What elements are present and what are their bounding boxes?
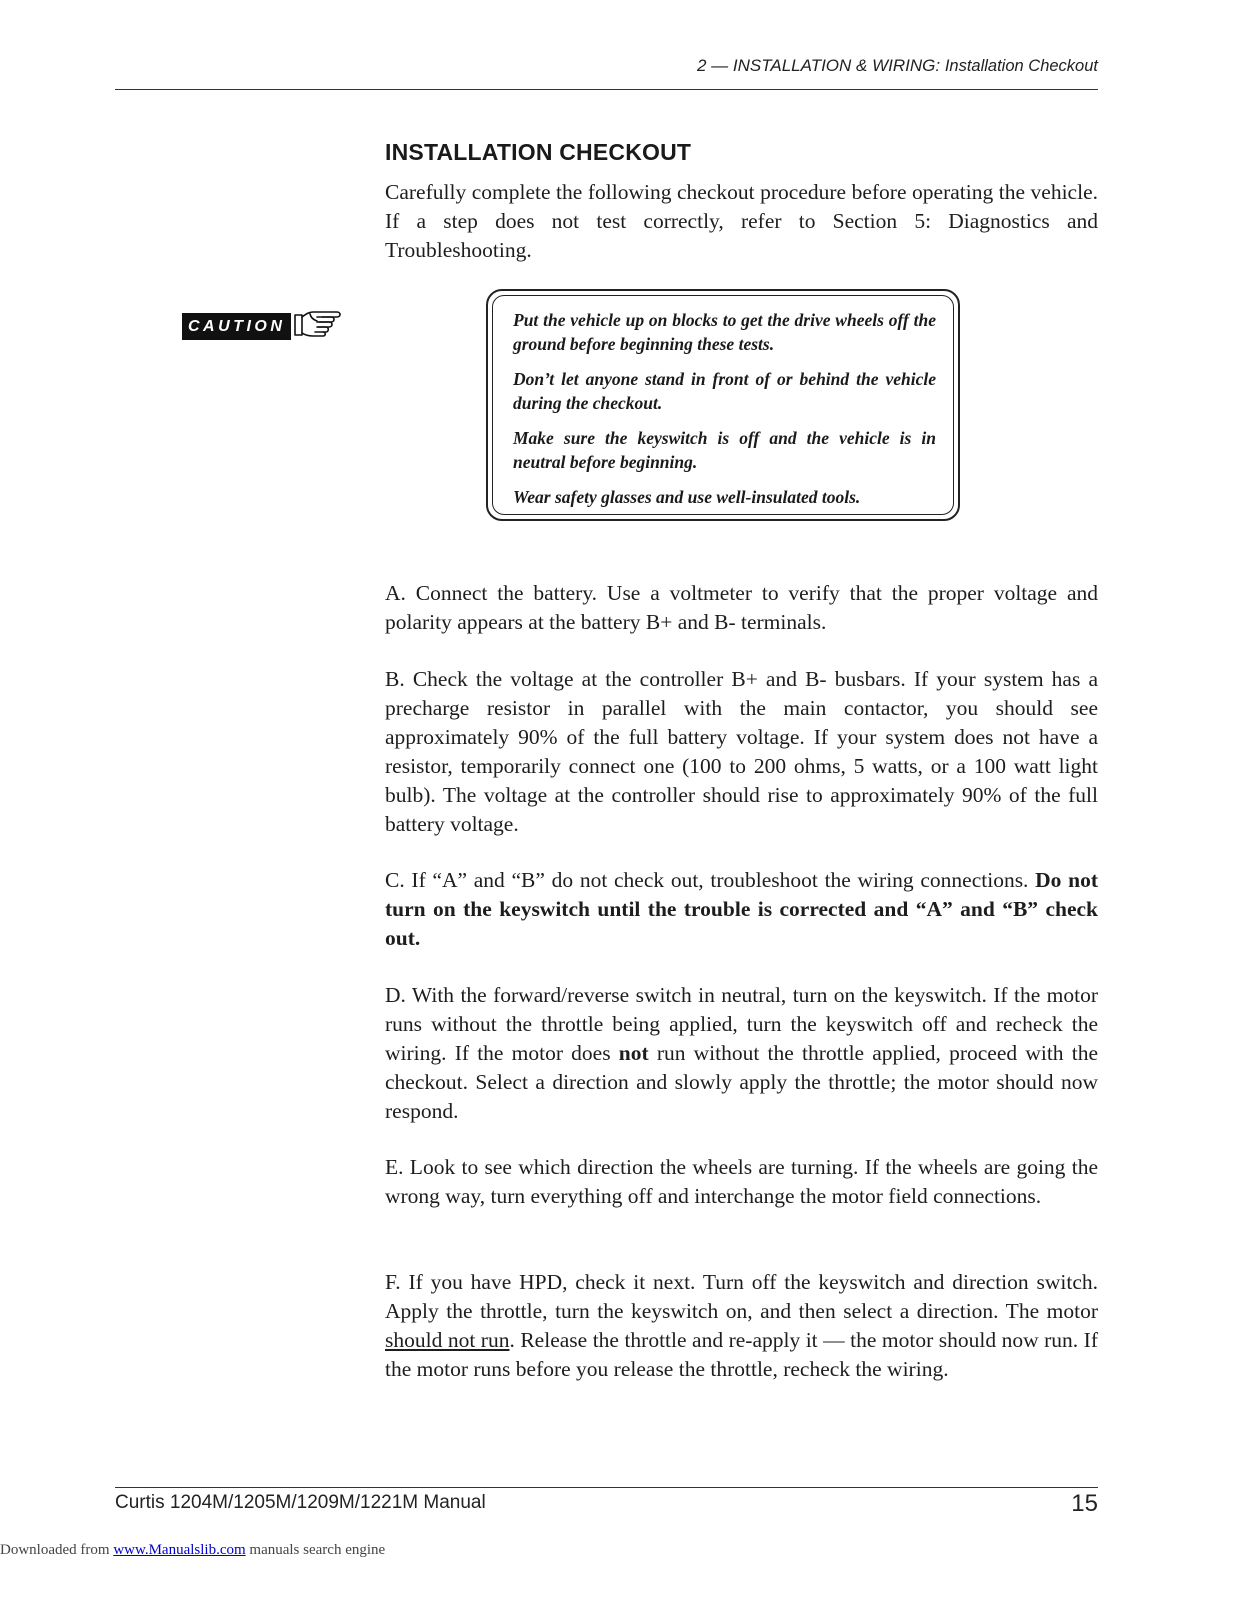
footer-manual-title: Curtis 1204M/1205M/1209M/1221M Manual [115,1492,486,1513]
pointing-hand-icon [293,307,345,346]
running-header [697,56,1098,76]
download-note-prefix: Downloaded from [0,1542,114,1558]
caution-badge [182,307,345,346]
step-b [385,665,1098,839]
step-a-text: A. Connect the battery. Use a voltmeter to verify that the proper voltage and polarity appears at the battery B+ and B- terminals. [385,581,1098,634]
caution-line: Make sure the keyswitch is off and the vehicle is in neutral before beginning. [513,428,936,472]
step-f-text-start: F. If you have HPD, check it next. Turn off the keyswitch and direction switch. Apply the throttle, turn the keyswitch on, and then select a direction. The motor [385,1270,1098,1323]
step-f [385,1268,1098,1384]
step-d [385,981,1098,1126]
footer-divider [115,1487,1098,1488]
chapter-label: 2 — INSTALLATION & WIRING: [697,56,941,75]
intro-paragraph: Carefully complete the following checkout procedure before operating the vehicle. If a step does not test correctly, refer to Section 5: Diagnostics and Troubleshooting. [385,180,1098,262]
step-d-emphasis: not [618,1041,649,1065]
caution-label: CAUTION [182,313,291,340]
subsection-label: Installation Checkout [944,57,1098,75]
caution-line: Wear safety glasses and use well-insulated tools. [513,487,861,507]
step-a [385,579,1098,637]
step-c-text: C. If “A” and “B” do not check out, troubleshoot the wiring connections. [385,868,1036,892]
step-f-paragraph [385,1268,1098,1384]
caution-box [486,289,960,521]
step-d-text-end: run without the throttle applied, proceed with the checkout. Select a direction and slowly apply the throttle; the motor should now respond. [385,1041,1098,1123]
manualslib-link[interactable]: www.Manualslib.com [113,1542,246,1558]
download-note-suffix: manuals search engine [245,1542,386,1558]
caution-box-inner [492,295,954,515]
caution-line: Put the vehicle up on blocks to get the drive wheels off the ground before beginning these tests. [513,310,936,354]
header-divider [115,89,1098,90]
section-title: INSTALLATION CHECKOUT [385,139,692,165]
step-c-paragraph [385,866,1098,953]
page-number: 15 [1071,1490,1098,1517]
step-d-paragraph [385,981,1098,1126]
step-d-text-start: D. With the forward/reverse switch in neutral, turn on the keyswitch. If the motor runs without the throttle being applied, turn the keyswitch off and recheck the wiring. If the motor does [385,983,1098,1065]
step-f-text-end: . Release the throttle and re-apply it — the motor should now run. If the motor runs before you release the throttle, recheck the wiring. [385,1328,1098,1381]
download-note [0,1542,385,1559]
step-c-warning: Do not turn on the keyswitch until the trouble is corrected and “A” and “B” check out. [385,868,1098,950]
step-c [385,866,1098,953]
step-b-text: B. Check the voltage at the controller B+ and B- busbars. If your system has a precharge resistor in parallel with the main contactor, you should see approximately 90% of the full battery voltage. If your system does not have a resistor, temporarily connect one (100 to 200 ohms, 5 watts, or a 100 watt light bulb). The voltage at the controller should rise to approximately 90% of the full battery voltage. [385,667,1098,836]
step-e [385,1153,1098,1211]
step-e-text: E. Look to see which direction the wheels are turning. If the wheels are going the wrong way, turn everything off and interchange the motor field connections. [385,1155,1098,1208]
step-f-underline: should not run [385,1328,510,1352]
caution-line: Don’t let anyone stand in front of or behind the vehicle during the checkout. [513,369,936,413]
